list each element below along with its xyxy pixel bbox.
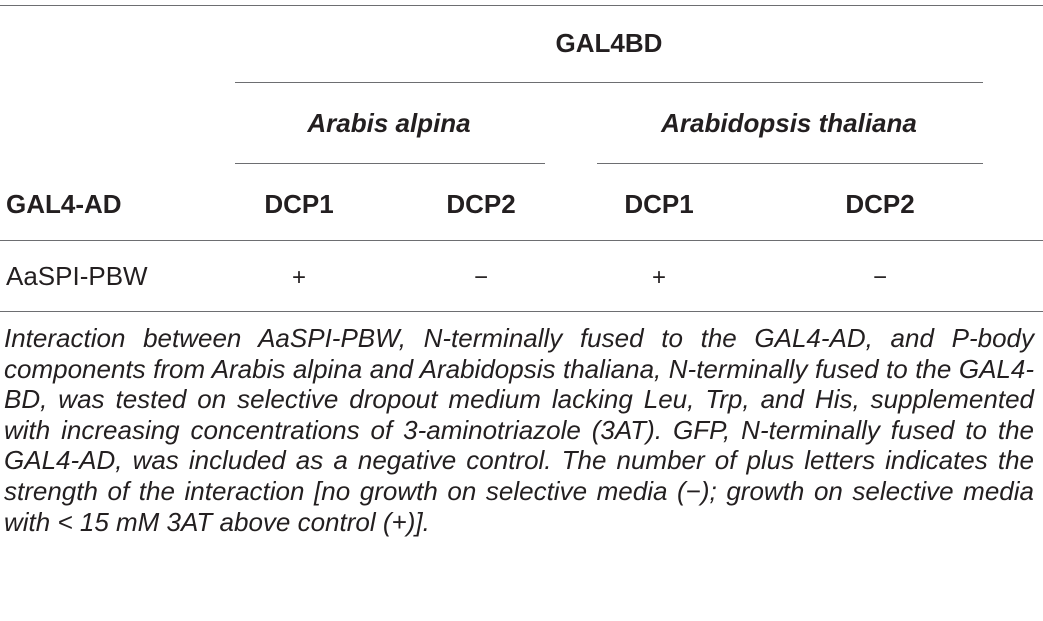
cell-value: − [872, 264, 888, 291]
group-header-gal4bd: GAL4BD [555, 28, 663, 58]
row-label: AaSPI-PBW [6, 261, 148, 291]
table-top-rule [0, 5, 1043, 6]
table-bottom-rule [0, 311, 1043, 312]
cell-value: + [651, 264, 667, 291]
column-header-dcp2-arabidopsis: DCP2 [845, 189, 915, 219]
row-header-gal4-ad: GAL4-AD [6, 189, 122, 219]
cell-value: − [473, 264, 489, 291]
header-bottom-rule [0, 240, 1043, 241]
species-underline-arabidopsis-thaliana [597, 163, 983, 164]
table-caption: Interaction between AaSPI-PBW, N-terminally fused to the GAL4-AD, and P-body components from Arabis alpina and Arabidopsis thaliana, N-terminally fused to the GAL4-BD, was tested on selective dropout medium lacking Leu, Trp, and His, supplemented with increasing concentrations of 3-aminotriazole (3AT). GFP, N-terminally fused to the GAL4-AD, was included as a negative control. The number of plus letters indicates the strength of the interaction [no growth on selective media (−); growth on selective media with < 15 mM 3AT above control (+)]. [4, 323, 1034, 537]
column-header-dcp1-arabidopsis: DCP1 [624, 189, 694, 219]
cell-value: + [291, 264, 307, 291]
gal4bd-underline [235, 82, 983, 83]
species-underline-arabis-alpina [235, 163, 545, 164]
column-header-dcp1-arabis: DCP1 [264, 189, 334, 219]
column-header-dcp2-arabis: DCP2 [446, 189, 516, 219]
species-header-arabidopsis-thaliana: Arabidopsis thaliana [661, 108, 917, 138]
species-header-arabis-alpina: Arabis alpina [307, 108, 471, 138]
